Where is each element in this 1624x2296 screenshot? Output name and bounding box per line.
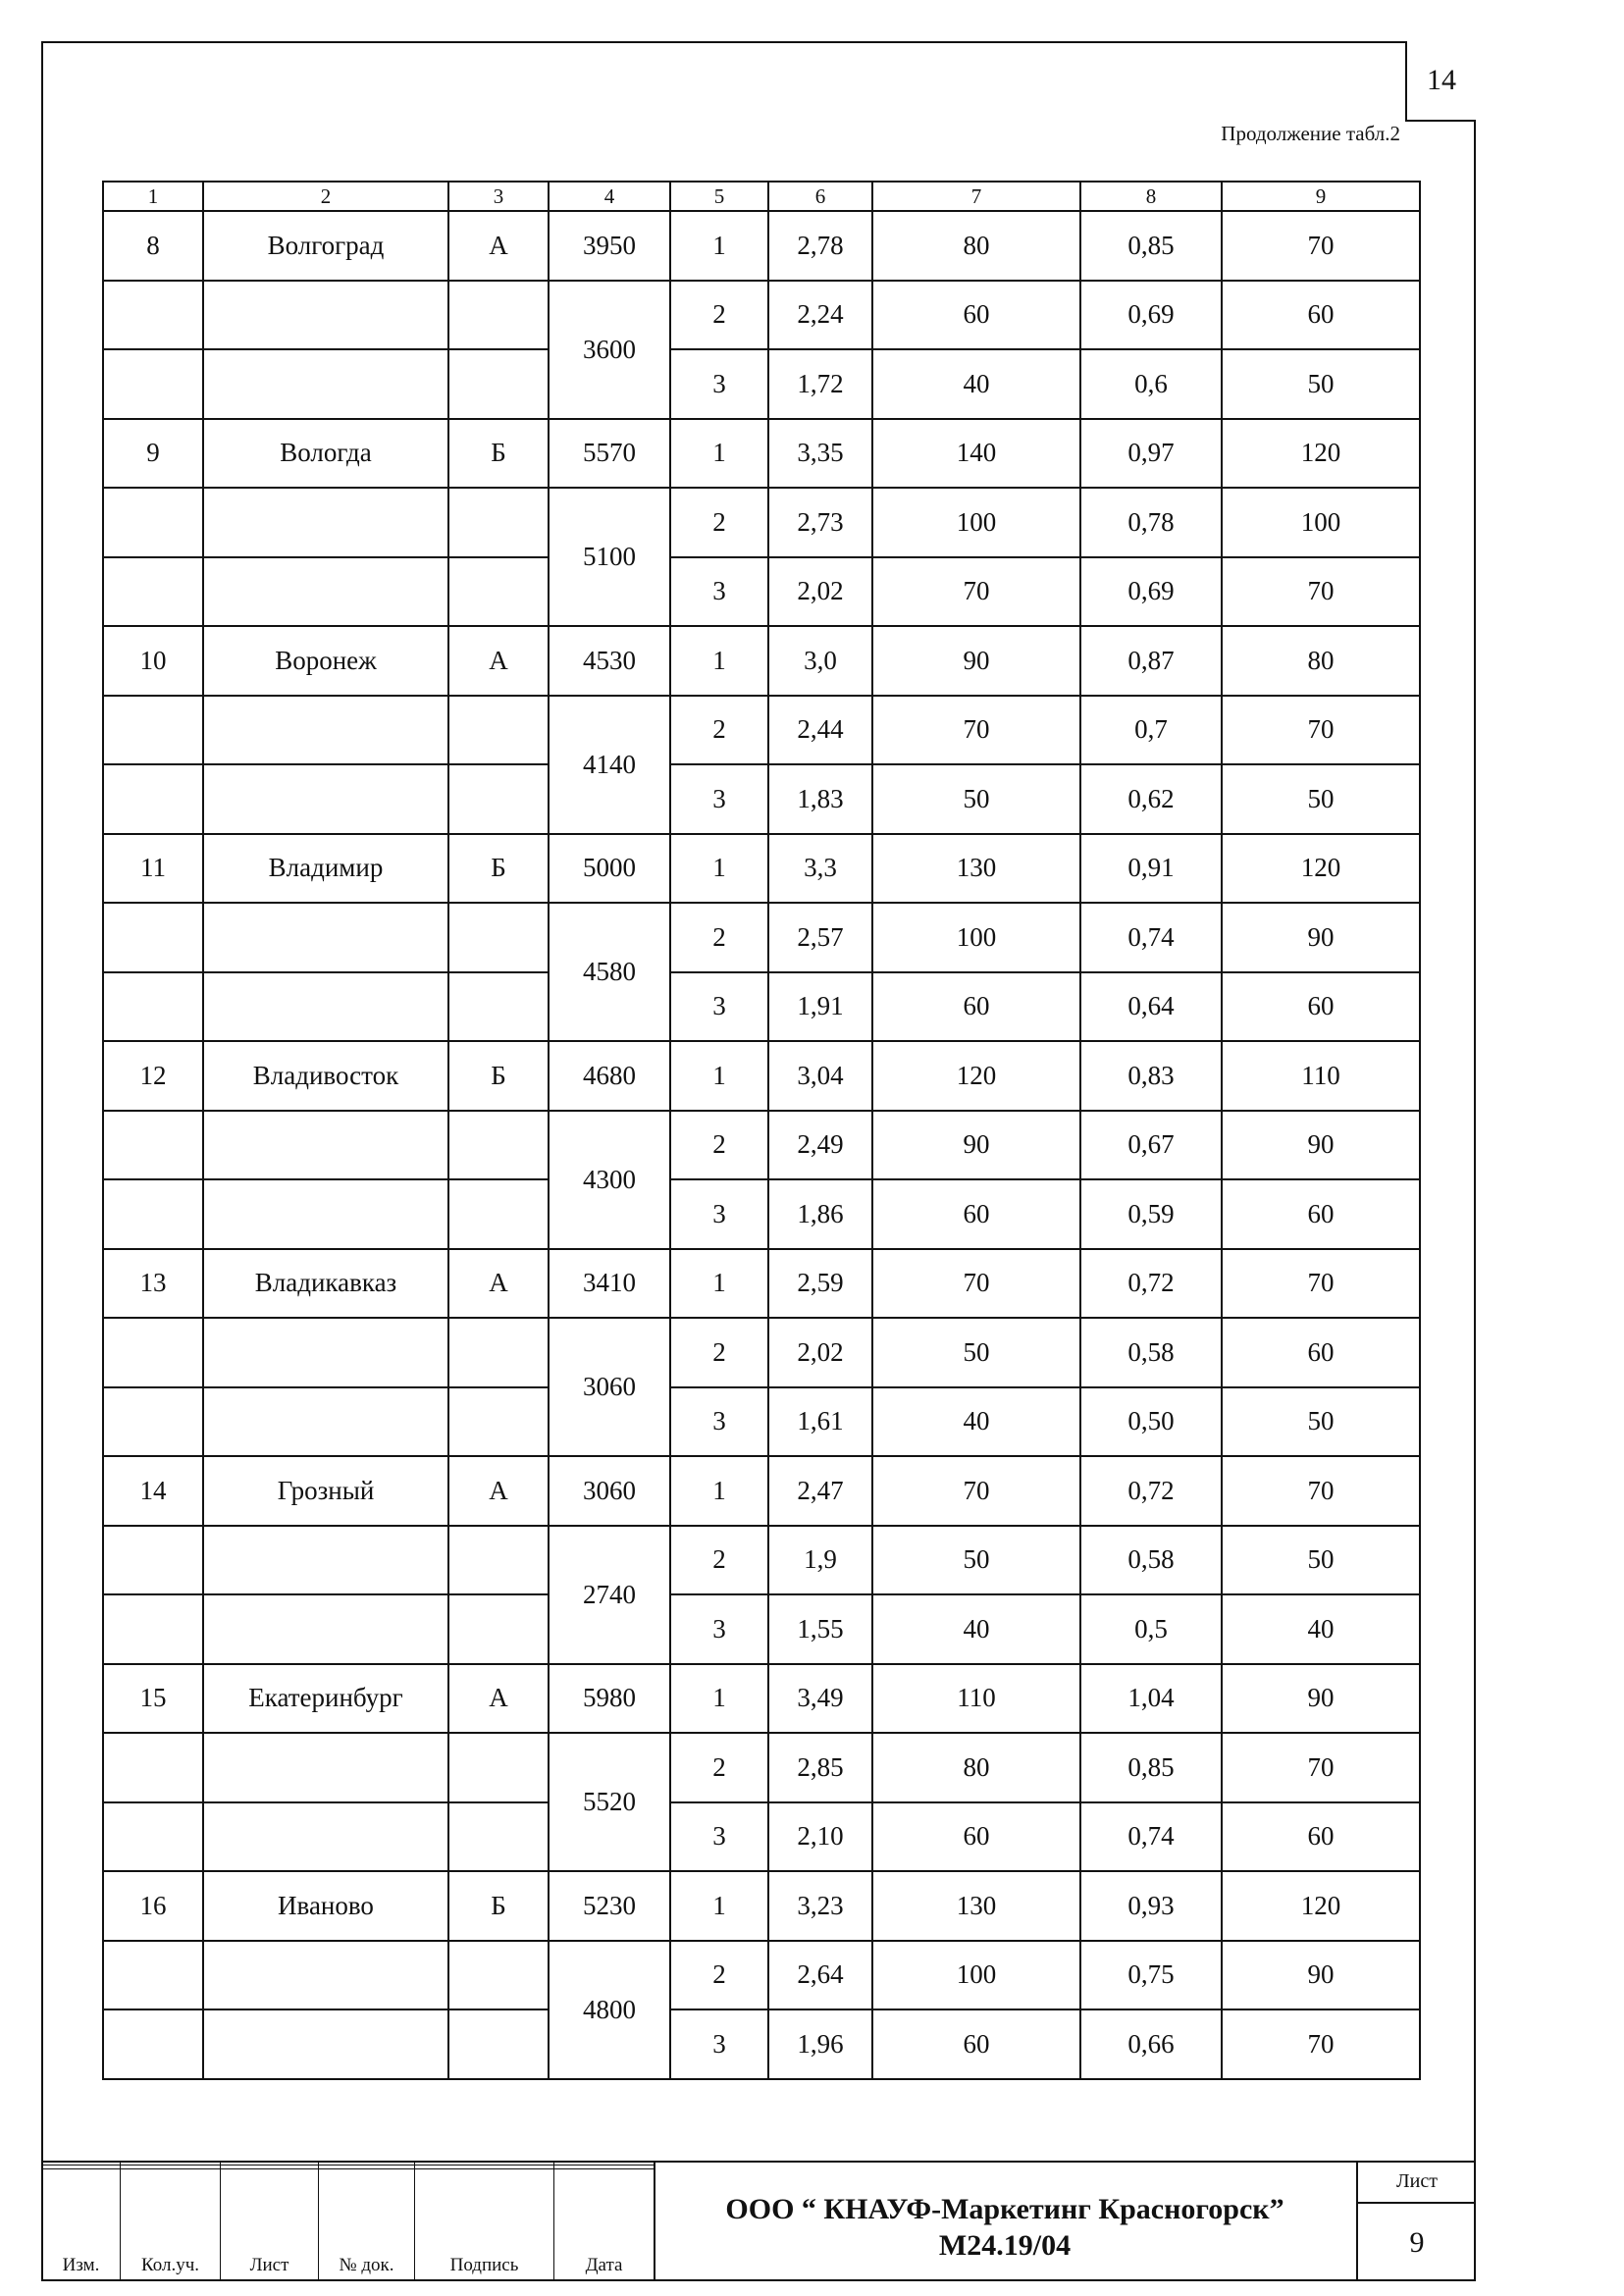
table-row — [103, 1526, 1420, 1595]
value-col9: 110 — [1222, 1041, 1420, 1111]
value-col8: 0,78 — [1080, 488, 1222, 557]
empty-cell — [448, 764, 549, 834]
value-col8: 0,72 — [1080, 1249, 1222, 1319]
empty-cell — [203, 972, 448, 1042]
value-col6: 2,64 — [768, 1941, 872, 2010]
empty-cell — [203, 557, 448, 627]
value-col4: 4530 — [549, 626, 670, 696]
value-col9: 90 — [1222, 1664, 1420, 1734]
value-col6: 3,23 — [768, 1871, 872, 1941]
value-col5: 3 — [670, 557, 768, 627]
value-col6: 2,02 — [768, 557, 872, 627]
empty-cell — [448, 1318, 549, 1387]
value-col7: 120 — [872, 1041, 1080, 1111]
value-col4: 4300 — [549, 1111, 670, 1249]
value-col5: 1 — [670, 1456, 768, 1526]
value-col9: 80 — [1222, 626, 1420, 696]
value-col5: 2 — [670, 281, 768, 350]
value-col5: 3 — [670, 1387, 768, 1457]
column-number: 6 — [768, 182, 872, 211]
empty-cell — [103, 1387, 203, 1457]
value-col7: 50 — [872, 1318, 1080, 1387]
value-col4: 3600 — [549, 281, 670, 419]
value-col4: 5000 — [549, 834, 670, 904]
value-col6: 1,86 — [768, 1179, 872, 1249]
company-name: ООО “ КНАУФ-Маркетинг Красногорск” — [725, 2192, 1284, 2225]
city-name: Екатеринбург — [203, 1664, 448, 1734]
empty-cell — [103, 1802, 203, 1872]
value-col8: 0,66 — [1080, 2009, 1222, 2079]
value-col8: 0,74 — [1080, 1802, 1222, 1872]
stamp-label: Подпись — [415, 2169, 554, 2281]
column-number: 2 — [203, 182, 448, 211]
empty-cell — [203, 2009, 448, 2079]
table-row — [103, 281, 1420, 350]
empty-cell — [103, 764, 203, 834]
value-col9: 70 — [1222, 211, 1420, 281]
value-col6: 1,55 — [768, 1594, 872, 1664]
city-group: А — [448, 1664, 549, 1734]
stamp-label: № док. — [319, 2169, 415, 2281]
value-col8: 0,91 — [1080, 834, 1222, 904]
empty-cell — [103, 488, 203, 557]
value-col9: 70 — [1222, 1249, 1420, 1319]
value-col6: 3,35 — [768, 419, 872, 489]
value-col5: 1 — [670, 1664, 768, 1734]
value-col5: 3 — [670, 764, 768, 834]
value-col5: 3 — [670, 1179, 768, 1249]
value-col7: 60 — [872, 1179, 1080, 1249]
value-col8: 0,85 — [1080, 1733, 1222, 1802]
city-name: Волгоград — [203, 211, 448, 281]
value-col8: 0,87 — [1080, 626, 1222, 696]
value-col6: 2,57 — [768, 903, 872, 972]
value-col8: 0,83 — [1080, 1041, 1222, 1111]
empty-cell — [203, 488, 448, 557]
value-col7: 140 — [872, 419, 1080, 489]
value-col8: 0,50 — [1080, 1387, 1222, 1457]
empty-cell — [448, 1526, 549, 1595]
value-col6: 1,91 — [768, 972, 872, 1042]
row-number: 16 — [103, 1871, 203, 1941]
stamp-label: Лист — [221, 2169, 319, 2281]
row-number: 15 — [103, 1664, 203, 1734]
value-col8: 0,97 — [1080, 419, 1222, 489]
empty-cell — [448, 1387, 549, 1457]
value-col5: 3 — [670, 1594, 768, 1664]
value-col9: 50 — [1222, 1387, 1420, 1457]
value-col5: 3 — [670, 972, 768, 1042]
empty-cell — [103, 2009, 203, 2079]
value-col4: 4680 — [549, 1041, 670, 1111]
table-row — [103, 1387, 1420, 1457]
value-col5: 2 — [670, 903, 768, 972]
empty-cell — [203, 281, 448, 350]
empty-cell — [203, 1179, 448, 1249]
value-col7: 70 — [872, 696, 1080, 765]
value-col9: 90 — [1222, 903, 1420, 972]
value-col5: 2 — [670, 1111, 768, 1180]
value-col4: 4580 — [549, 903, 670, 1041]
empty-cell — [448, 557, 549, 627]
value-col7: 60 — [872, 281, 1080, 350]
value-col6: 1,9 — [768, 1526, 872, 1595]
value-col5: 2 — [670, 488, 768, 557]
value-col4: 5570 — [549, 419, 670, 489]
value-col6: 2,02 — [768, 1318, 872, 1387]
value-col7: 90 — [872, 626, 1080, 696]
table-row — [103, 1249, 1420, 1319]
empty-cell — [448, 1802, 549, 1872]
value-col8: 0,7 — [1080, 696, 1222, 765]
column-number: 8 — [1080, 182, 1222, 211]
empty-cell — [203, 1802, 448, 1872]
stamp-grid — [41, 2161, 654, 2281]
value-col5: 2 — [670, 1941, 768, 2010]
empty-cell — [103, 281, 203, 350]
table-row — [103, 1594, 1420, 1664]
value-col9: 50 — [1222, 1526, 1420, 1595]
value-col5: 1 — [670, 1041, 768, 1111]
document-title-block — [654, 2176, 1356, 2278]
value-col7: 50 — [872, 764, 1080, 834]
city-group: А — [448, 1456, 549, 1526]
value-col4: 3950 — [549, 211, 670, 281]
value-col7: 60 — [872, 972, 1080, 1042]
empty-cell — [448, 281, 549, 350]
empty-cell — [448, 2009, 549, 2079]
value-col9: 60 — [1222, 1802, 1420, 1872]
value-col8: 0,85 — [1080, 211, 1222, 281]
value-col6: 3,04 — [768, 1041, 872, 1111]
value-col4: 2740 — [549, 1526, 670, 1664]
value-col7: 60 — [872, 2009, 1080, 2079]
table-row — [103, 1318, 1420, 1387]
row-number: 12 — [103, 1041, 203, 1111]
table-row — [103, 972, 1420, 1042]
value-col4: 4140 — [549, 696, 670, 834]
value-col9: 70 — [1222, 696, 1420, 765]
value-col5: 3 — [670, 349, 768, 419]
value-col5: 2 — [670, 696, 768, 765]
value-col7: 90 — [872, 1111, 1080, 1180]
table-row — [103, 2009, 1420, 2079]
empty-cell — [203, 1387, 448, 1457]
value-col7: 100 — [872, 1941, 1080, 2010]
row-number: 8 — [103, 211, 203, 281]
value-col4: 5520 — [549, 1733, 670, 1871]
document-code: М24.19/04 — [938, 2229, 1072, 2262]
value-col9: 70 — [1222, 1456, 1420, 1526]
city-name: Грозный — [203, 1456, 448, 1526]
value-col5: 1 — [670, 419, 768, 489]
value-col8: 0,64 — [1080, 972, 1222, 1042]
value-col9: 60 — [1222, 972, 1420, 1042]
value-col6: 3,0 — [768, 626, 872, 696]
value-col7: 80 — [872, 1733, 1080, 1802]
empty-cell — [448, 972, 549, 1042]
empty-cell — [103, 349, 203, 419]
value-col7: 40 — [872, 1594, 1080, 1664]
value-col7: 70 — [872, 1456, 1080, 1526]
value-col5: 2 — [670, 1318, 768, 1387]
row-number: 10 — [103, 626, 203, 696]
empty-cell — [203, 1941, 448, 2010]
table-row — [103, 1733, 1420, 1802]
header-row — [103, 182, 1420, 211]
value-col5: 1 — [670, 1871, 768, 1941]
empty-cell — [203, 1594, 448, 1664]
empty-cell — [203, 1526, 448, 1595]
value-col9: 50 — [1222, 764, 1420, 834]
empty-cell — [448, 1179, 549, 1249]
value-col8: 0,69 — [1080, 281, 1222, 350]
value-col6: 2,24 — [768, 281, 872, 350]
column-number: 9 — [1222, 182, 1420, 211]
empty-cell — [203, 1733, 448, 1802]
page-number: 14 — [1405, 41, 1476, 122]
value-col5: 1 — [670, 1249, 768, 1319]
table-row — [103, 557, 1420, 627]
table-row — [103, 1456, 1420, 1526]
empty-cell — [103, 557, 203, 627]
column-number: 5 — [670, 182, 768, 211]
value-col4: 5100 — [549, 488, 670, 626]
stamp-label: Дата — [554, 2169, 655, 2281]
empty-cell — [203, 1111, 448, 1180]
city-name: Воронеж — [203, 626, 448, 696]
value-col8: 0,6 — [1080, 349, 1222, 419]
empty-cell — [203, 764, 448, 834]
value-col6: 2,47 — [768, 1456, 872, 1526]
city-name: Иваново — [203, 1871, 448, 1941]
value-col9: 70 — [1222, 2009, 1420, 2079]
table-row — [103, 834, 1420, 904]
table-row — [103, 349, 1420, 419]
value-col7: 70 — [872, 557, 1080, 627]
value-col7: 50 — [872, 1526, 1080, 1595]
value-col9: 70 — [1222, 557, 1420, 627]
empty-cell — [103, 1733, 203, 1802]
value-col6: 2,73 — [768, 488, 872, 557]
value-col4: 3060 — [549, 1456, 670, 1526]
value-col8: 1,04 — [1080, 1664, 1222, 1734]
value-col9: 60 — [1222, 1179, 1420, 1249]
empty-cell — [448, 696, 549, 765]
city-group: Б — [448, 834, 549, 904]
city-group: А — [448, 1249, 549, 1319]
value-col4: 5230 — [549, 1871, 670, 1941]
value-col7: 60 — [872, 1802, 1080, 1872]
city-group: А — [448, 211, 549, 281]
value-col7: 70 — [872, 1249, 1080, 1319]
stamp-label: Изм. — [42, 2169, 121, 2281]
empty-cell — [103, 696, 203, 765]
city-group: Б — [448, 419, 549, 489]
stamp-label: Кол.уч. — [121, 2169, 221, 2281]
value-col6: 2,44 — [768, 696, 872, 765]
value-col8: 0,5 — [1080, 1594, 1222, 1664]
value-col8: 0,58 — [1080, 1318, 1222, 1387]
empty-cell — [203, 349, 448, 419]
empty-cell — [103, 1526, 203, 1595]
city-group: Б — [448, 1871, 549, 1941]
value-col8: 0,72 — [1080, 1456, 1222, 1526]
value-col7: 130 — [872, 1871, 1080, 1941]
value-col9: 50 — [1222, 349, 1420, 419]
value-col9: 120 — [1222, 834, 1420, 904]
empty-cell — [103, 1941, 203, 2010]
city-name: Вологда — [203, 419, 448, 489]
empty-cell — [203, 903, 448, 972]
empty-cell — [203, 696, 448, 765]
value-col5: 1 — [670, 834, 768, 904]
empty-cell — [448, 488, 549, 557]
value-col9: 120 — [1222, 419, 1420, 489]
city-group: А — [448, 626, 549, 696]
value-col6: 2,59 — [768, 1249, 872, 1319]
empty-cell — [448, 1594, 549, 1664]
empty-cell — [103, 1111, 203, 1180]
value-col9: 60 — [1222, 281, 1420, 350]
value-col6: 2,49 — [768, 1111, 872, 1180]
table-row — [103, 419, 1420, 489]
value-col7: 100 — [872, 488, 1080, 557]
value-col9: 90 — [1222, 1941, 1420, 2010]
value-col5: 3 — [670, 1802, 768, 1872]
value-col8: 0,74 — [1080, 903, 1222, 972]
table-row — [103, 488, 1420, 557]
value-col4: 3060 — [549, 1318, 670, 1456]
column-number: 4 — [549, 182, 670, 211]
value-col9: 120 — [1222, 1871, 1420, 1941]
column-number: 3 — [448, 182, 549, 211]
value-col9: 40 — [1222, 1594, 1420, 1664]
empty-cell — [448, 1111, 549, 1180]
table-row — [103, 1664, 1420, 1734]
row-number: 9 — [103, 419, 203, 489]
table-row — [103, 1941, 1420, 2010]
value-col7: 110 — [872, 1664, 1080, 1734]
value-col4: 5980 — [549, 1664, 670, 1734]
value-col7: 80 — [872, 211, 1080, 281]
table-row — [103, 764, 1420, 834]
value-col8: 0,75 — [1080, 1941, 1222, 2010]
table-row — [103, 1111, 1420, 1180]
value-col8: 0,93 — [1080, 1871, 1222, 1941]
value-col6: 2,85 — [768, 1733, 872, 1802]
value-col8: 0,67 — [1080, 1111, 1222, 1180]
empty-cell — [103, 903, 203, 972]
value-col5: 3 — [670, 2009, 768, 2079]
sheet-label: Лист — [1358, 2161, 1476, 2204]
city-name: Владикавказ — [203, 1249, 448, 1319]
value-col8: 0,62 — [1080, 764, 1222, 834]
table-row — [103, 1179, 1420, 1249]
value-col6: 1,72 — [768, 349, 872, 419]
value-col7: 100 — [872, 903, 1080, 972]
sheet-value: 9 — [1409, 2226, 1425, 2259]
row-number: 11 — [103, 834, 203, 904]
empty-cell — [103, 972, 203, 1042]
value-col7: 40 — [872, 349, 1080, 419]
table-row — [103, 1802, 1420, 1872]
row-number: 13 — [103, 1249, 203, 1319]
value-col5: 1 — [670, 626, 768, 696]
empty-cell — [103, 1318, 203, 1387]
value-col5: 2 — [670, 1526, 768, 1595]
empty-cell — [448, 903, 549, 972]
value-col8: 0,69 — [1080, 557, 1222, 627]
empty-cell — [103, 1179, 203, 1249]
value-col4: 3410 — [549, 1249, 670, 1319]
value-col7: 130 — [872, 834, 1080, 904]
value-col6: 1,83 — [768, 764, 872, 834]
value-col4: 4800 — [549, 1941, 670, 2079]
column-number: 1 — [103, 182, 203, 211]
table-row — [103, 696, 1420, 765]
column-number: 7 — [872, 182, 1080, 211]
data-table — [102, 181, 1421, 2080]
empty-cell — [103, 1594, 203, 1664]
value-col5: 1 — [670, 211, 768, 281]
value-col9: 70 — [1222, 1733, 1420, 1802]
table-row — [103, 1041, 1420, 1111]
continuation-label: Продолжение табл.2 — [1221, 122, 1400, 145]
city-name: Владимир — [203, 834, 448, 904]
empty-cell — [448, 349, 549, 419]
value-col9: 100 — [1222, 488, 1420, 557]
value-col9: 90 — [1222, 1111, 1420, 1180]
empty-cell — [448, 1941, 549, 2010]
value-col6: 3,49 — [768, 1664, 872, 1734]
value-col8: 0,59 — [1080, 1179, 1222, 1249]
table-row — [103, 211, 1420, 281]
value-col6: 2,78 — [768, 211, 872, 281]
value-col7: 40 — [872, 1387, 1080, 1457]
value-col6: 3,3 — [768, 834, 872, 904]
empty-cell — [448, 1733, 549, 1802]
value-col6: 2,10 — [768, 1802, 872, 1872]
city-name: Владивосток — [203, 1041, 448, 1111]
value-col6: 1,61 — [768, 1387, 872, 1457]
value-col8: 0,58 — [1080, 1526, 1222, 1595]
value-col5: 2 — [670, 1733, 768, 1802]
table-row — [103, 1871, 1420, 1941]
empty-cell — [203, 1318, 448, 1387]
table-row — [103, 903, 1420, 972]
value-col6: 1,96 — [768, 2009, 872, 2079]
row-number: 14 — [103, 1456, 203, 1526]
city-group: Б — [448, 1041, 549, 1111]
sheet-number-box — [1356, 2161, 1476, 2281]
table-row — [103, 626, 1420, 696]
value-col9: 60 — [1222, 1318, 1420, 1387]
